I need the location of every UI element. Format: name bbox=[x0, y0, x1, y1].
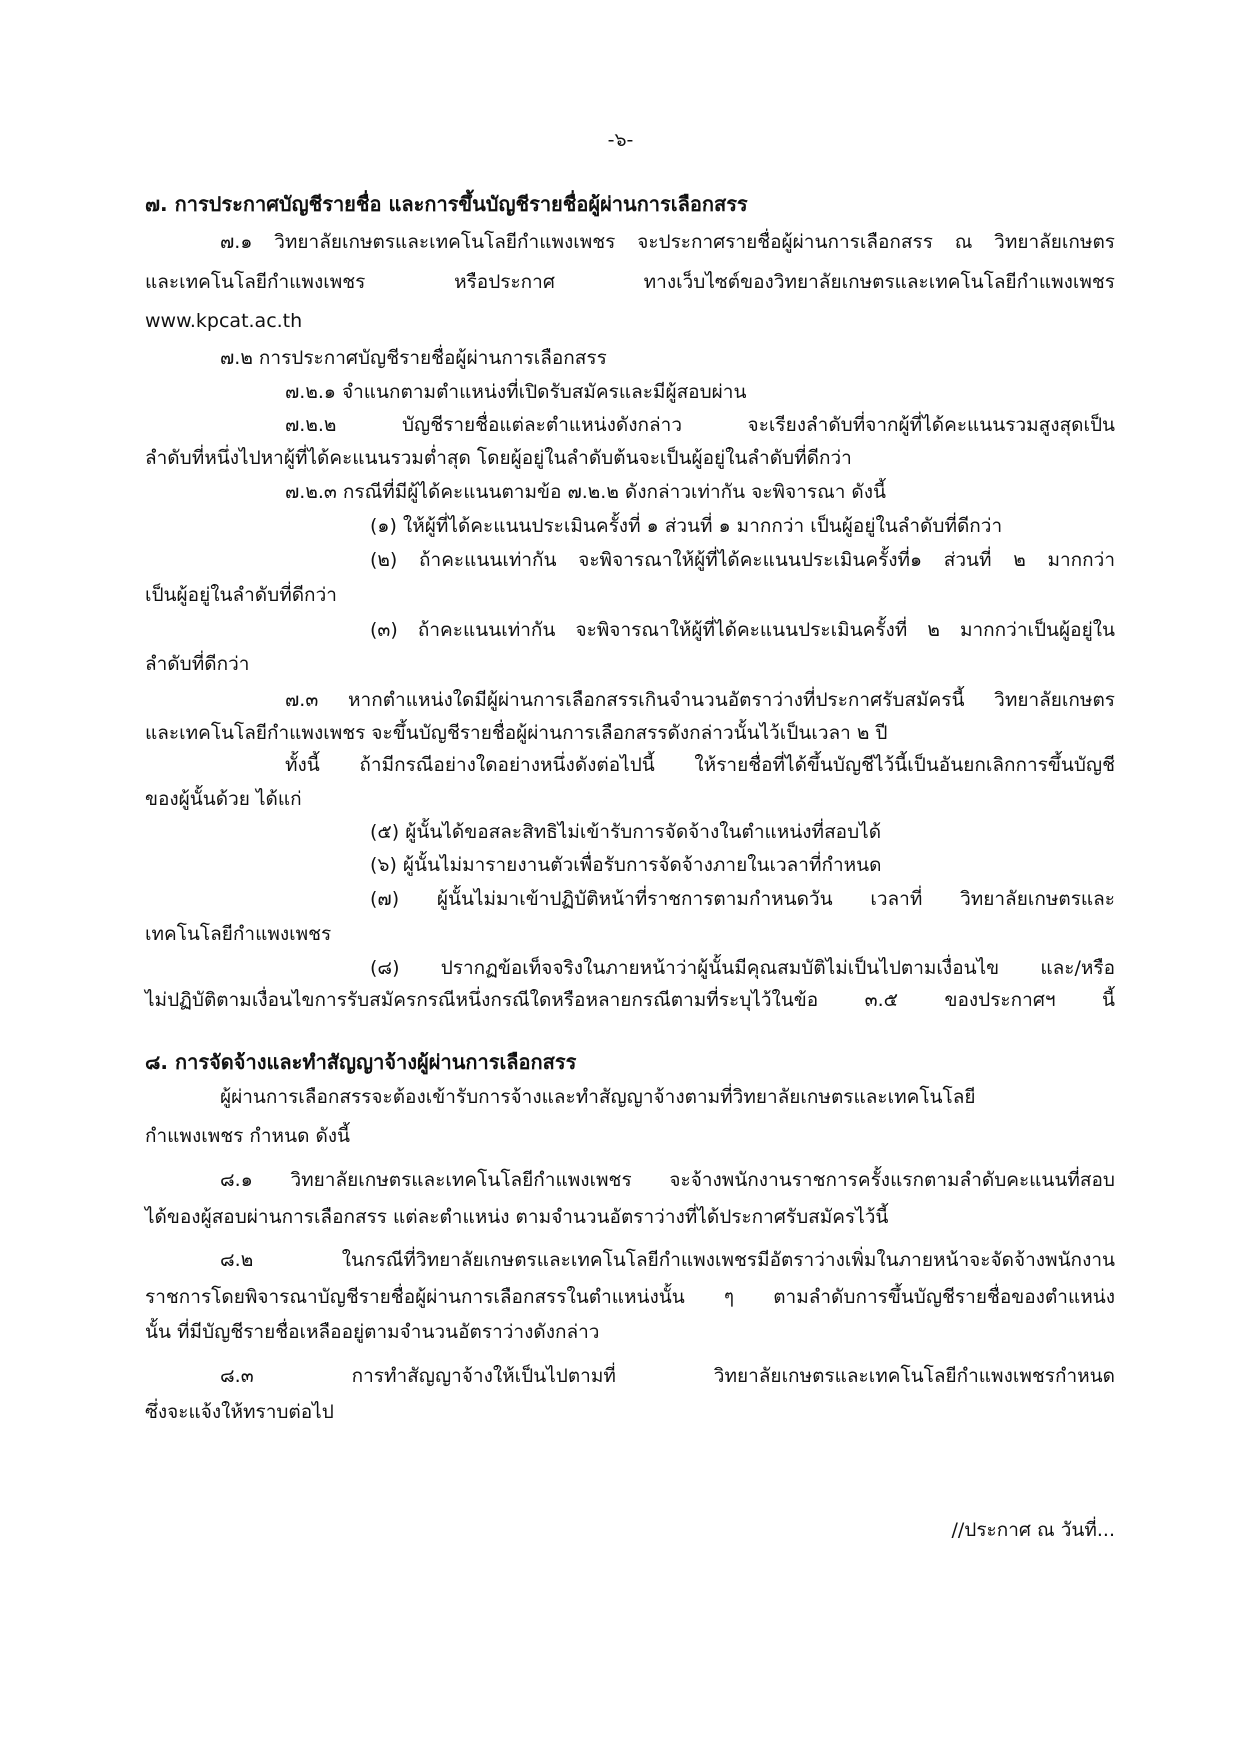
paragraph-8-1-cont: ได้ของผู้สอบผ่านการเลือกสรร แต่ละตำแหน่ง ตามจำนวนอัตราว่างที่ได้ประกาศรับสมัครไว้นี้ bbox=[145, 1206, 889, 1228]
paragraph-8-2: ๘.๒ ในกรณีที่วิทยาลัยเกษตรและเทคโนโลยีกำแพงเพชรมีอัตราว่างเพิ่มในภายหน้าจะจัดจ้างพนักงาน bbox=[220, 1249, 1115, 1271]
section-8-intro: ผู้ผ่านการเลือกสรรจะต้องเข้ารับการจ้างและทำสัญญาจ้างตามที่วิทยาลัยเกษตรและเทคโนโลยี bbox=[220, 1086, 976, 1108]
paragraph-8-3-cont: ซึ่งจะแจ้งให้ทราบต่อไป bbox=[145, 1401, 334, 1423]
paragraph-7-2-2: ๗.๒.๒ บัญชีรายชื่อแต่ละตำแหน่งดังกล่าว จะเรียงลำดับที่จากผู้ที่ได้คะแนนรวมสูงสุดเป็น bbox=[285, 414, 1115, 436]
section-7-heading: ๗. การประกาศบัญชีรายชื่อ และการขึ้นบัญชีรายชื่อผู้ผ่านการเลือกสรร bbox=[145, 192, 748, 216]
paragraph-8-2-cont2: นั้น ที่มีบัญชีรายชื่อเหลืออยู่ตามจำนวนอัตราว่างดังกล่าว bbox=[145, 1321, 600, 1343]
paragraph-7-2-3: ๗.๒.๓ กรณีที่มีผู้ได้คะแนนตามข้อ ๗.๒.๒ ดังกล่าวเท่ากัน จะพิจารณา ดังนี้ bbox=[285, 481, 887, 503]
continuation-note: //ประกาศ ณ วันที่... bbox=[951, 1519, 1115, 1541]
paragraph-7-2-1: ๗.๒.๑ จำแนกตามตำแหน่งที่เปิดรับสมัครและมีผู้สอบผ่าน bbox=[285, 381, 747, 403]
cancel-item-7: (๗) ผู้นั้นไม่มาเข้าปฏิบัติหน้าที่ราชการตามกำหนดวัน เวลาที่ วิทยาลัยเกษตรและ bbox=[370, 888, 1115, 910]
criterion-2-cont: เป็นผู้อยู่ในลำดับที่ดีกว่า bbox=[145, 584, 337, 606]
paragraph-7-1-cont: และเทคโนโลยีกำแพงเพชร หรือประกาศ ทางเว็บไซต์ของวิทยาลัยเกษตรและเทคโนโลยีกำแพงเพชร bbox=[145, 271, 1115, 293]
section-8-heading: ๘. การจัดจ้างและทำสัญญาจ้างผู้ผ่านการเลือกสรร bbox=[145, 1050, 577, 1074]
cancel-item-5: (๕) ผู้นั้นได้ขอสละสิทธิไม่เข้ารับการจัดจ้างในตำแหน่งที่สอบได้ bbox=[370, 821, 882, 843]
website-link[interactable]: www.kpcat.ac.th bbox=[145, 310, 303, 332]
paragraph-7-2: ๗.๒ การประกาศบัญชีรายชื่อผู้ผ่านการเลือกสรร bbox=[220, 347, 607, 369]
section-8-intro-cont: กำแพงเพชร กำหนด ดังนี้ bbox=[145, 1125, 351, 1147]
cancel-paragraph: ทั้งนี้ ถ้ามีกรณีอย่างใดอย่างหนึ่งดังต่อไปนี้ ให้รายชื่อที่ได้ขึ้นบัญชีไว้นี้เป็นอันยกเลิกการขึ้นบัญชี bbox=[285, 754, 1115, 776]
criterion-1: (๑) ให้ผู้ที่ได้คะแนนประเมินครั้งที่ ๑ ส่วนที่ ๑ มากกว่า เป็นผู้อยู่ในลำดับที่ดีกว่า bbox=[370, 515, 1003, 537]
paragraph-8-2-cont: ราชการโดยพิจารณาบัญชีรายชื่อผู้ผ่านการเลือกสรรในตำแหน่งนั้น ๆ ตามลำดับการขึ้นบัญชีรายชื่อของตำแหน่ง bbox=[145, 1286, 1115, 1308]
paragraph-7-3: ๗.๓ หากตำแหน่งใดมีผู้ผ่านการเลือกสรรเกินจำนวนอัตราว่างที่ประกาศรับสมัครนี้ วิทยาลัยเกษตร bbox=[285, 689, 1115, 711]
paragraph-7-2-2-cont: ลำดับที่หนึ่งไปหาผู้ที่ได้คะแนนรวมต่ำสุด โดยผู้อยู่ในลำดับต้นจะเป็นผู้อยู่ในลำดับที่ดีกว่า bbox=[145, 447, 852, 469]
cancel-item-8: (๘) ปรากฏข้อเท็จจริงในภายหน้าว่าผู้นั้นมีคุณสมบัติไม่เป็นไปตามเงื่อนไข และ/หรือ bbox=[370, 957, 1115, 979]
cancel-item-8-cont: ไม่ปฏิบัติตามเงื่อนไขการรับสมัครกรณีหนึ่งกรณีใดหรือหลายกรณีตามที่ระบุไว้ในข้อ ๓.๕ ของประกาศฯ นี้ bbox=[145, 989, 1115, 1011]
paragraph-7-3-cont: และเทคโนโลยีกำแพงเพชร จะขึ้นบัญชีรายชื่อผู้ผ่านการเลือกสรรดังกล่าวนั้นไว้เป็นเวลา ๒ ปี bbox=[145, 722, 888, 744]
criterion-2: (๒) ถ้าคะแนนเท่ากัน จะพิจารณาให้ผู้ที่ได้คะแนนประเมินครั้งที่๑ ส่วนที่ ๒ มากกว่า bbox=[370, 549, 1115, 571]
paragraph-8-1: ๘.๑ วิทยาลัยเกษตรและเทคโนโลยีกำแพงเพชร จะจ้างพนักงานราชการครั้งแรกตามลำดับคะแนนที่สอบ bbox=[220, 1169, 1115, 1191]
cancel-paragraph-cont: ของผู้นั้นด้วย ได้แก่ bbox=[145, 788, 302, 810]
paragraph-7-1: ๗.๑ วิทยาลัยเกษตรและเทคโนโลยีกำแพงเพชร จะประกาศรายชื่อผู้ผ่านการเลือกสรร ณ วิทยาลัยเกษตร bbox=[220, 231, 1115, 253]
paragraph-8-3: ๘.๓ การทำสัญญาจ้างให้เป็นไปตามที่ วิทยาลัยเกษตรและเทคโนโลยีกำแพงเพชรกำหนด bbox=[220, 1365, 1115, 1387]
cancel-item-7-cont: เทคโนโลยีกำแพงเพชร bbox=[145, 923, 332, 945]
page-number: -๖- bbox=[607, 129, 634, 151]
criterion-3-cont: ลำดับที่ดีกว่า bbox=[145, 653, 250, 675]
cancel-item-6: (๖) ผู้นั้นไม่มารายงานตัวเพื่อรับการจัดจ้างภายในเวลาที่กำหนด bbox=[370, 854, 882, 876]
criterion-3: (๓) ถ้าคะแนนเท่ากัน จะพิจารณาให้ผู้ที่ได้คะแนนประเมินครั้งที่ ๒ มากกว่าเป็นผู้อยู่ใน bbox=[370, 619, 1115, 641]
